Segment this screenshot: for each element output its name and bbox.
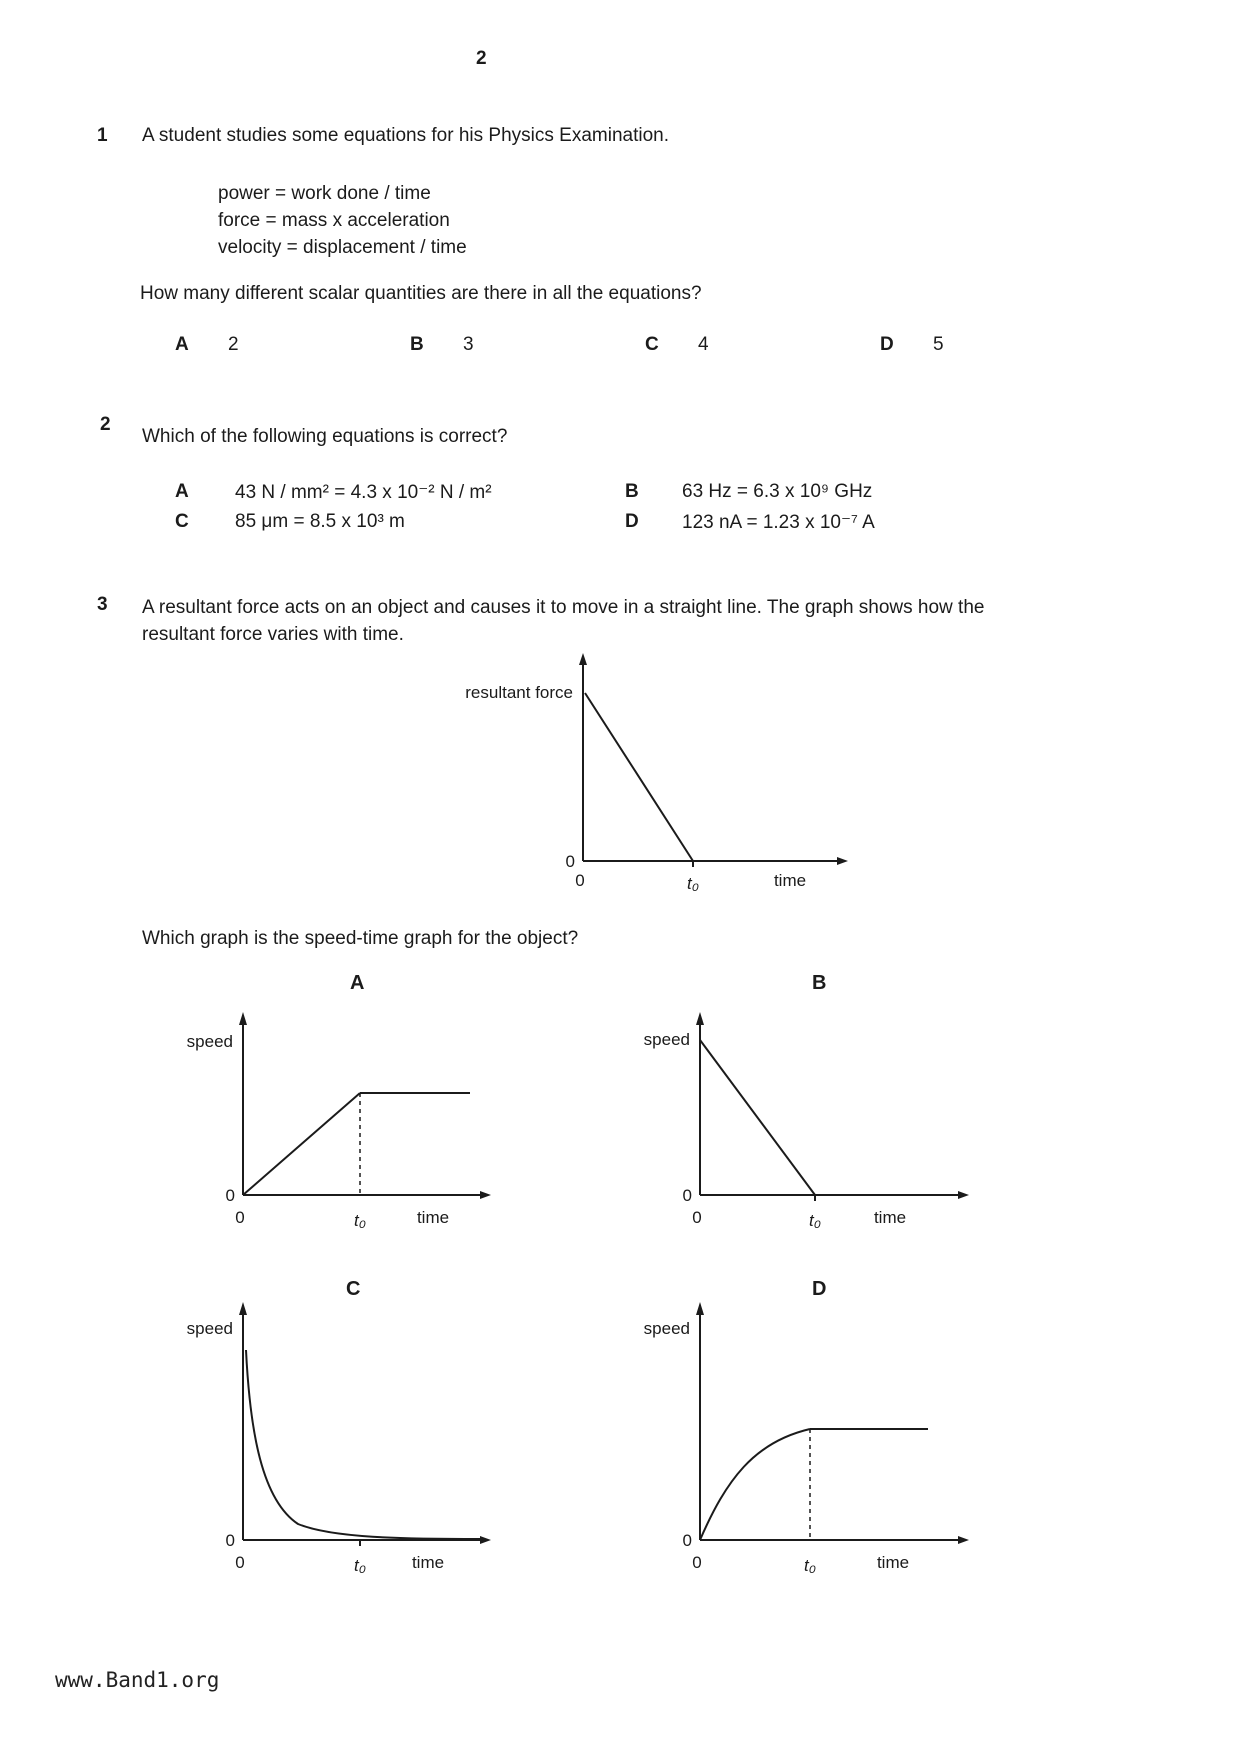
force-graph-x-arrow-icon bbox=[837, 857, 848, 865]
q1-equation-power: power = work done / time bbox=[218, 183, 431, 204]
q1-option-a-label: A bbox=[175, 334, 189, 355]
q1-option-d-value: 5 bbox=[933, 334, 944, 355]
q2-option-c-label: C bbox=[175, 511, 189, 532]
graph-b-falling-line bbox=[700, 1040, 815, 1195]
graph-d-zero-bottom: 0 bbox=[692, 1553, 702, 1572]
q2-option-c-value: 85 μm = 8.5 x 10³ m bbox=[235, 511, 405, 532]
graph-d-header: D bbox=[812, 1278, 827, 1300]
graph-c-t0-label: t₀ bbox=[354, 1556, 366, 1575]
graph-b-zero-left: 0 bbox=[682, 1186, 692, 1205]
graph-a-header: A bbox=[350, 972, 365, 994]
q1-option-a-value: 2 bbox=[228, 334, 239, 355]
graph-a-y-arrow-icon bbox=[239, 1012, 247, 1025]
force-graph-t0-label: t₀ bbox=[687, 874, 699, 893]
graph-a-x-label: time bbox=[416, 1208, 450, 1227]
graph-b bbox=[588, 1002, 980, 1237]
force-graph-line bbox=[585, 693, 693, 861]
force-time-graph bbox=[440, 645, 870, 903]
force-graph-y-label: resultant force bbox=[465, 683, 573, 702]
graph-b-x-arrow-icon bbox=[958, 1191, 969, 1199]
q1-option-c-value: 4 bbox=[698, 334, 709, 355]
q2-option-d-label: D bbox=[625, 511, 639, 532]
graph-c-x-arrow-icon bbox=[480, 1536, 491, 1544]
q2-option-b-label: B bbox=[625, 481, 639, 502]
q3-number: 3 bbox=[97, 594, 108, 615]
graph-c-zero-left: 0 bbox=[225, 1531, 235, 1550]
graph-d-y-arrow-icon bbox=[696, 1302, 704, 1315]
page-number: 2 bbox=[476, 48, 487, 69]
graph-b-x-label: time bbox=[873, 1208, 907, 1227]
graph-d bbox=[588, 1292, 980, 1584]
q1-number: 1 bbox=[97, 125, 108, 146]
q3-text: A resultant force acts on an object and causes it to move in a straight line. The graph shows how the resultant force varies with time. bbox=[142, 597, 985, 645]
q1-equation-velocity: velocity = displacement / time bbox=[218, 237, 467, 258]
graph-b-y-label: speed bbox=[643, 1030, 690, 1049]
q2-option-a-label: A bbox=[175, 481, 189, 502]
graph-a-zero-bottom: 0 bbox=[235, 1208, 245, 1227]
graph-b-y-arrow-icon bbox=[696, 1012, 704, 1025]
graph-d-y-label: speed bbox=[643, 1319, 690, 1338]
graph-c-y-label: speed bbox=[186, 1319, 233, 1338]
graph-a bbox=[150, 1002, 510, 1237]
q2-question: Which of the following equations is correct? bbox=[142, 426, 508, 447]
graph-c-zero-bottom: 0 bbox=[235, 1553, 245, 1572]
q1-option-d-label: D bbox=[880, 334, 894, 355]
q2-option-b-value: 63 Hz = 6.3 x 10⁹ GHz bbox=[682, 481, 873, 502]
graph-c-y-arrow-icon bbox=[239, 1302, 247, 1315]
q1-option-b-label: B bbox=[410, 334, 424, 355]
graph-d-zero-left: 0 bbox=[682, 1531, 692, 1550]
graph-d-t0-label: t₀ bbox=[804, 1556, 816, 1575]
graph-c-x-label: time bbox=[411, 1553, 445, 1572]
q1-question: How many different scalar quantities are there in all the equations? bbox=[140, 283, 702, 304]
graph-d-x-label: time bbox=[876, 1553, 910, 1572]
q2-option-d-value: 123 nA = 1.23 x 10⁻⁷ A bbox=[682, 512, 875, 533]
graph-c bbox=[150, 1292, 510, 1584]
graph-a-zero-left: 0 bbox=[225, 1186, 235, 1205]
graph-c-decay-curve bbox=[246, 1350, 480, 1539]
graph-a-t0-label: t₀ bbox=[354, 1211, 366, 1230]
q2-number: 2 bbox=[100, 414, 111, 435]
graph-a-y-label: speed bbox=[186, 1032, 233, 1051]
force-graph-y-arrow-icon bbox=[579, 653, 587, 665]
graph-a-rising-line bbox=[243, 1093, 360, 1195]
graph-c-header: C bbox=[346, 1278, 361, 1300]
force-graph-zero-left: 0 bbox=[565, 852, 575, 871]
graph-d-rising-curve bbox=[700, 1429, 810, 1540]
force-graph-x-label: time bbox=[773, 871, 807, 890]
q2-option-a-value: 43 N / mm² = 4.3 x 10⁻² N / m² bbox=[235, 482, 492, 503]
graph-b-t0-label: t₀ bbox=[809, 1211, 821, 1230]
graph-b-zero-bottom: 0 bbox=[692, 1208, 702, 1227]
graph-b-header: B bbox=[812, 972, 827, 994]
q1-text: A student studies some equations for his Physics Examination. bbox=[142, 125, 669, 146]
q1-option-c-label: C bbox=[645, 334, 659, 355]
footer-watermark: www.Band1.org bbox=[55, 1668, 220, 1692]
q3-question: Which graph is the speed-time graph for the object? bbox=[142, 928, 579, 949]
graph-a-x-arrow-icon bbox=[480, 1191, 491, 1199]
graph-d-x-arrow-icon bbox=[958, 1536, 969, 1544]
force-graph-zero-bottom: 0 bbox=[575, 871, 585, 890]
q1-option-b-value: 3 bbox=[463, 334, 474, 355]
q1-equation-force: force = mass x acceleration bbox=[218, 210, 450, 231]
